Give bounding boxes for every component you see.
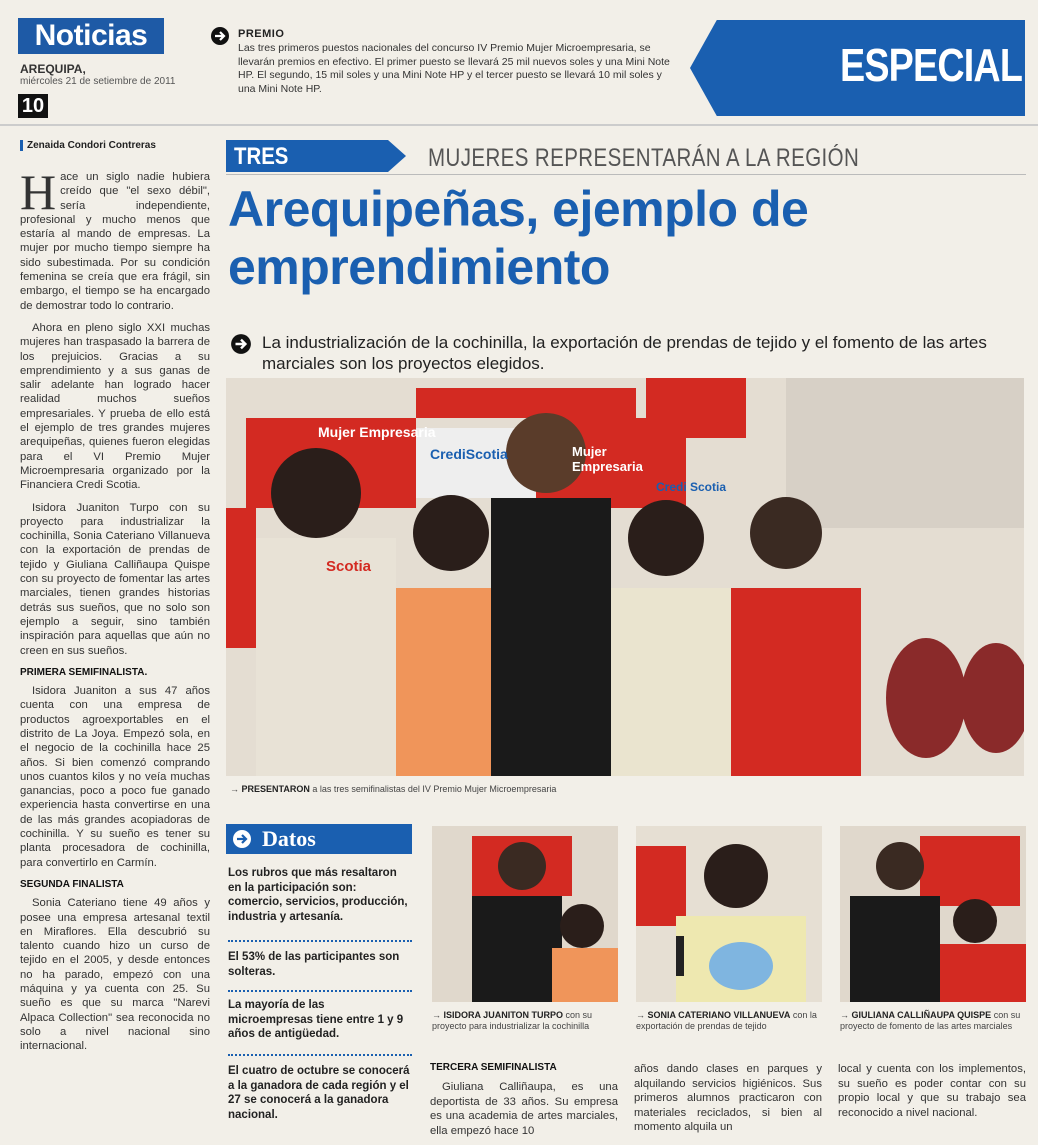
- main-photo-caption: → PRESENTARON a las tres semifinalistas del IV Premio Mujer Microempresaria: [230, 784, 557, 794]
- photo-giuliana: [840, 826, 1026, 1002]
- datos-header: [226, 824, 412, 854]
- premio-title: PREMIO: [238, 28, 285, 40]
- page-number: 10: [18, 94, 48, 118]
- photo-caption: → SONIA CATERIANO VILLANUEVA con la exportación de prendas de tejido: [636, 1010, 817, 1031]
- paragraph: Isidora Juaniton a sus 47 años cuenta con una empresa de productos agroexportables en el distrito de La Joya. Empezó sola, en el negocio de la cochinilla hace 25 años. Si bien comenzó comprando unos cuantos kilos y no veía muchas ganancias, poco a poco fue ganado experiencia hasta convertirse en una de las más grandes acopiadoras de cochinilla. Y su sueño es tener su planta procesadora de cochinilla, para convertirlo en Carmín.: [20, 685, 210, 869]
- paragraph: Giuliana Calliñaupa, es una deportista de 33 años. Su empresa es una academia de artes marciales, ella empezó hace 10: [430, 1081, 618, 1137]
- sign-text: Mujer Empresaria: [572, 444, 643, 474]
- edition-date: miércoles 21 de setiembre de 2011: [20, 76, 176, 87]
- photo-caption: → ISIDORA JUANITON TURPO con su proyecto para industrializar la cochinilla: [432, 1010, 593, 1031]
- datos-title: Datos: [262, 826, 316, 851]
- header-rule: [0, 124, 1038, 126]
- paragraph: Hace un siglo nadie hubiera creído que "el sexo débil", sería independiente, profesional y mucho menos que estaría al mando de empresas. La mujer por mucho tiempo siempre ha sido subestimada. Por su condición femenina se creía que era frágil, sin embargo, el tiempo se ha encargado de demostrar todo lo contrario.: [20, 164, 210, 312]
- kicker-number: TRES: [234, 143, 289, 170]
- drop-cap: H: [20, 164, 57, 220]
- datos-item: El 53% de las participantes son solteras.: [228, 951, 400, 978]
- dotted-divider: [228, 990, 412, 992]
- datos-item: Los rubros que más resaltaron en la participación son: comercio, servicios, producción, industria y artesanía.: [228, 867, 408, 923]
- paragraph: Sonia Cateriano tiene 49 años y posee una empresa artesanal textil en Miraflores. Ella descubrió su talento cuando hizo un curso de tejido en el 2005, y desde entonces no ha parado, empezó con una máquina y ya cuenta con 25. Su sueño es que su marca "Narevi Alpaca Collection" sea reconocida no solo a nivel nacional sino internacional.: [20, 897, 210, 1053]
- sign-text: Credi Scotia: [656, 480, 727, 494]
- section-label: ESPECIAL: [840, 39, 1023, 91]
- arrow-right-icon: [230, 333, 252, 355]
- photo-caption: → GIULIANA CALLIÑAUPA QUISPE con su proyecto de fomento de las artes marciales: [840, 1010, 1021, 1031]
- paragraph: local y cuenta con los implementos, su sueño es poder contar con su propio local y que su trabajo sea reconocido a nivel nacional.: [838, 1063, 1026, 1119]
- subhead: SEGUNDA FINALISTA: [20, 878, 124, 890]
- sign-text: Scotia: [326, 558, 372, 575]
- arrow-right-icon: [232, 829, 252, 849]
- kicker-text: MUJERES REPRESENTARÁN A LA REGIÓN: [428, 144, 860, 172]
- deck-summary: La industrialización de la cochinilla, la exportación de prendas de tejido y el fomento de las artes marciales son los proyectos elegidos.: [262, 333, 987, 373]
- premio-body: Las tres primeros puestos nacionales del concurso IV Premio Mujer Microempresaria, se llevarán premios en efectivo. El primer puesto se llevará 25 mil nuevos soles y una Mini Note HP. El segundo, 15 mil soles y una Mini Note HP y el tercer puesto se llevará 10 mil soles y una Mini Note HP.: [238, 42, 670, 95]
- byline: Zenaida Condori Contreras: [20, 140, 156, 151]
- subhead: PRIMERA SEMIFINALISTA.: [20, 666, 148, 678]
- photo-isidora: [432, 826, 618, 1002]
- sign-text: CrediScotia: [430, 446, 508, 462]
- datos-item: El cuatro de octubre se conocerá a la ganadora de cada región y el 27 se conocerá a la ganadora nacional.: [228, 1065, 410, 1121]
- main-photo: [226, 378, 1024, 776]
- arrow-right-icon: [210, 26, 230, 46]
- newspaper-logo: Noticias: [18, 18, 164, 54]
- subhead: TERCERA SEMIFINALISTA: [430, 1062, 557, 1073]
- edition-city: AREQUIPA,: [20, 62, 86, 76]
- sign-text: Mujer Empresaria: [318, 424, 436, 440]
- datos-item: La mayoría de las microempresas tiene entre 1 y 9 años de antigüedad.: [228, 999, 404, 1040]
- dotted-divider: [228, 1054, 412, 1056]
- paragraph: Isidora Juaniton Turpo con su proyecto para industrializar la cochinilla, Sonia Cateriano Villanueva con la exportación de prendas de tejido y Giuliana Calliñaupa Quispe con su proyecto de fomentar las artes marciales, tienen grandes historias detrás sus sueños, que no solo son ejemplo a seguir, sino también inspiración para aquellas que aún no creen en sus sueños.: [20, 501, 210, 657]
- paragraph: Ahora en pleno siglo XXI muchas mujeres han traspasado la barrera de los prejuicios. Gracias a su emprendimiento y a sus ganas de salir adelante han logrado hacer realidad muchos sueños empresariales. Y prueba de ello está el ejemplo de tres grandes mujeres arequipeñas, quienes fueron elegidas para el VI Premio Mujer Microempresaria organizado por la Financiera Credi Scotia.: [20, 321, 210, 492]
- article-column-left: [20, 164, 210, 1062]
- paragraph: años dando clases en parques y alquilando servicios higiénicos. Sus primeros alumnos practicaron con materiales reciclados, si bien al momento alquila un: [634, 1063, 822, 1133]
- dotted-divider: [228, 940, 412, 942]
- photo-sonia: [636, 826, 822, 1002]
- kicker-rule: [226, 174, 1026, 175]
- headline: Arequipeñas, ejemplo de emprendimiento: [228, 181, 809, 295]
